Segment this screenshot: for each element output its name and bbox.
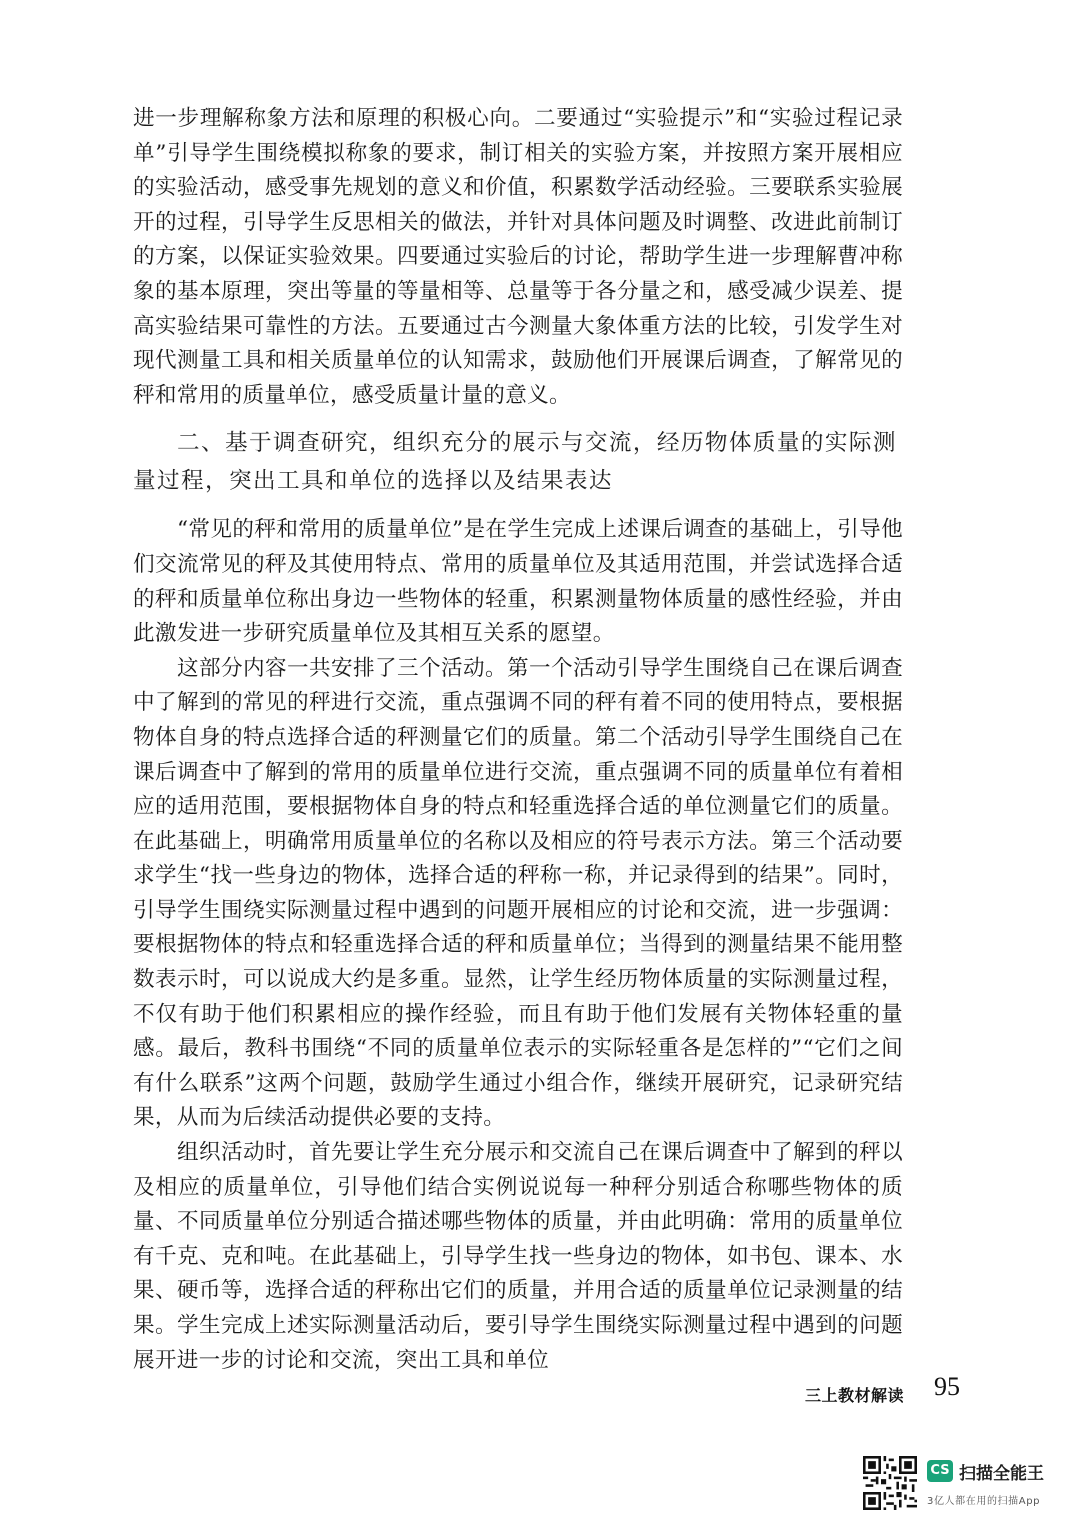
page-number: 95	[934, 1372, 960, 1401]
watermark-tagline: 3亿人都在用的扫描App	[927, 1496, 1041, 1507]
section-heading: 二、基于调查研究，组织充分的展示与交流，经历物体质量的实际测量过程，突出工具和单位的选择以及结果表达	[133, 430, 897, 495]
body-paragraph-1: “常见的秤和常用的质量单位”是在学生完成上述课后调查的基础上，引导他们交流常见的秤及其使用特点、常用的质量单位及其适用范围，并尝试选择合适的秤和质量单位称出身边一些物体的轻重，积累测量物体质量的感性经验，并由此激发进一步研究质量单位及其相互关系的愿望。	[133, 517, 903, 647]
page-content	[133, 102, 903, 1378]
body-paragraph-2: 这部分内容一共安排了三个活动。第一个活动引导学生围绕自己在课后调查中了解到的常见的秤进行交流，重点强调不同的秤有着不同的使用特点，要根据物体自身的特点选择合适的秤测量它们的质量。第二个活动引导学生围绕自己在课后调查中了解到的常用的质量单位进行交流，重点强调不同的质量单位有着相应的适用范围，要根据物体自身的特点和轻重选择合适的单位测量它们的质量。在此基础上，明确常用质量单位的名称以及相应的符号表示方法。第三个活动要求学生“找一些身边的物体，选择合适的秤称一称，并记录得到的结果”。同时，引导学生围绕实际测量过程中遇到的问题开展相应的讨论和交流，进一步强调：要根据物体的特点和轻重选择合适的秤和质量单位；当得到的测量结果不能用整数表示时，可以说成大约是多重。显然，让学生经历物体质量的实际测量过程，不仅有助于他们积累相应的操作经验，而且有助于他们发展有关物体轻重的量感。最后，教科书围绕“不同的质量单位表示的实际轻重各是怎样的”“它们之间有什么联系”这两个问题，鼓励学生通过小组合作，继续开展研究，记录研究结果，从而为后续活动提供必要的支持。	[133, 655, 903, 1131]
qr-code-icon	[863, 1456, 917, 1510]
watermark-app-name: 扫描全能王	[959, 1464, 1044, 1484]
scanner-watermark	[863, 1456, 1063, 1512]
continued-paragraph: 进一步理解称象方法和原理的积极心向。二要通过“实验提示”和“实验过程记录单”引导学生围绕模拟称象的要求，制订相关的实验方案，并按照方案开展相应的实验活动，感受事先规划的意义和价值，积累数学活动经验。三要联系实验展开的过程，引导学生反思相关的做法，并针对具体问题及时调整、改进此前制订的方案，以保证实验效果。四要通过实验后的讨论，帮助学生进一步理解曹冲称象的基本原理，突出等量的等量相等、总量等于各分量之和，感受减少误差、提高实验结果可靠性的方法。五要通过古今测量大象体重方法的比较，引发学生对现代测量工具和相关质量单位的认知需求，鼓励他们开展课后调查，了解常见的秤和常用的质量单位，感受质量计量的意义。	[133, 106, 903, 408]
body-paragraph-3: 组织活动时，首先要让学生充分展示和交流自己在课后调查中了解到的秤以及相应的质量单位，引导他们结合实例说说每一种秤分别适合称哪些物体的质量、不同质量单位分别适合描述哪些物体的质量，并由此明确：常用的质量单位有千克、克和吨。在此基础上，引导学生找一些身边的物体，如书包、课本、水果、硬币等，选择合适的秤称出它们的质量，并用合适的质量单位记录测量的结果。学生完成上述实际测量活动后，要引导学生围绕实际测量过程中遇到的问题展开进一步的讨论和交流，突出工具和单位	[133, 1140, 903, 1373]
running-footer-title: 三上教材解读	[805, 1386, 905, 1405]
camscanner-logo-icon: CS	[927, 1460, 953, 1482]
